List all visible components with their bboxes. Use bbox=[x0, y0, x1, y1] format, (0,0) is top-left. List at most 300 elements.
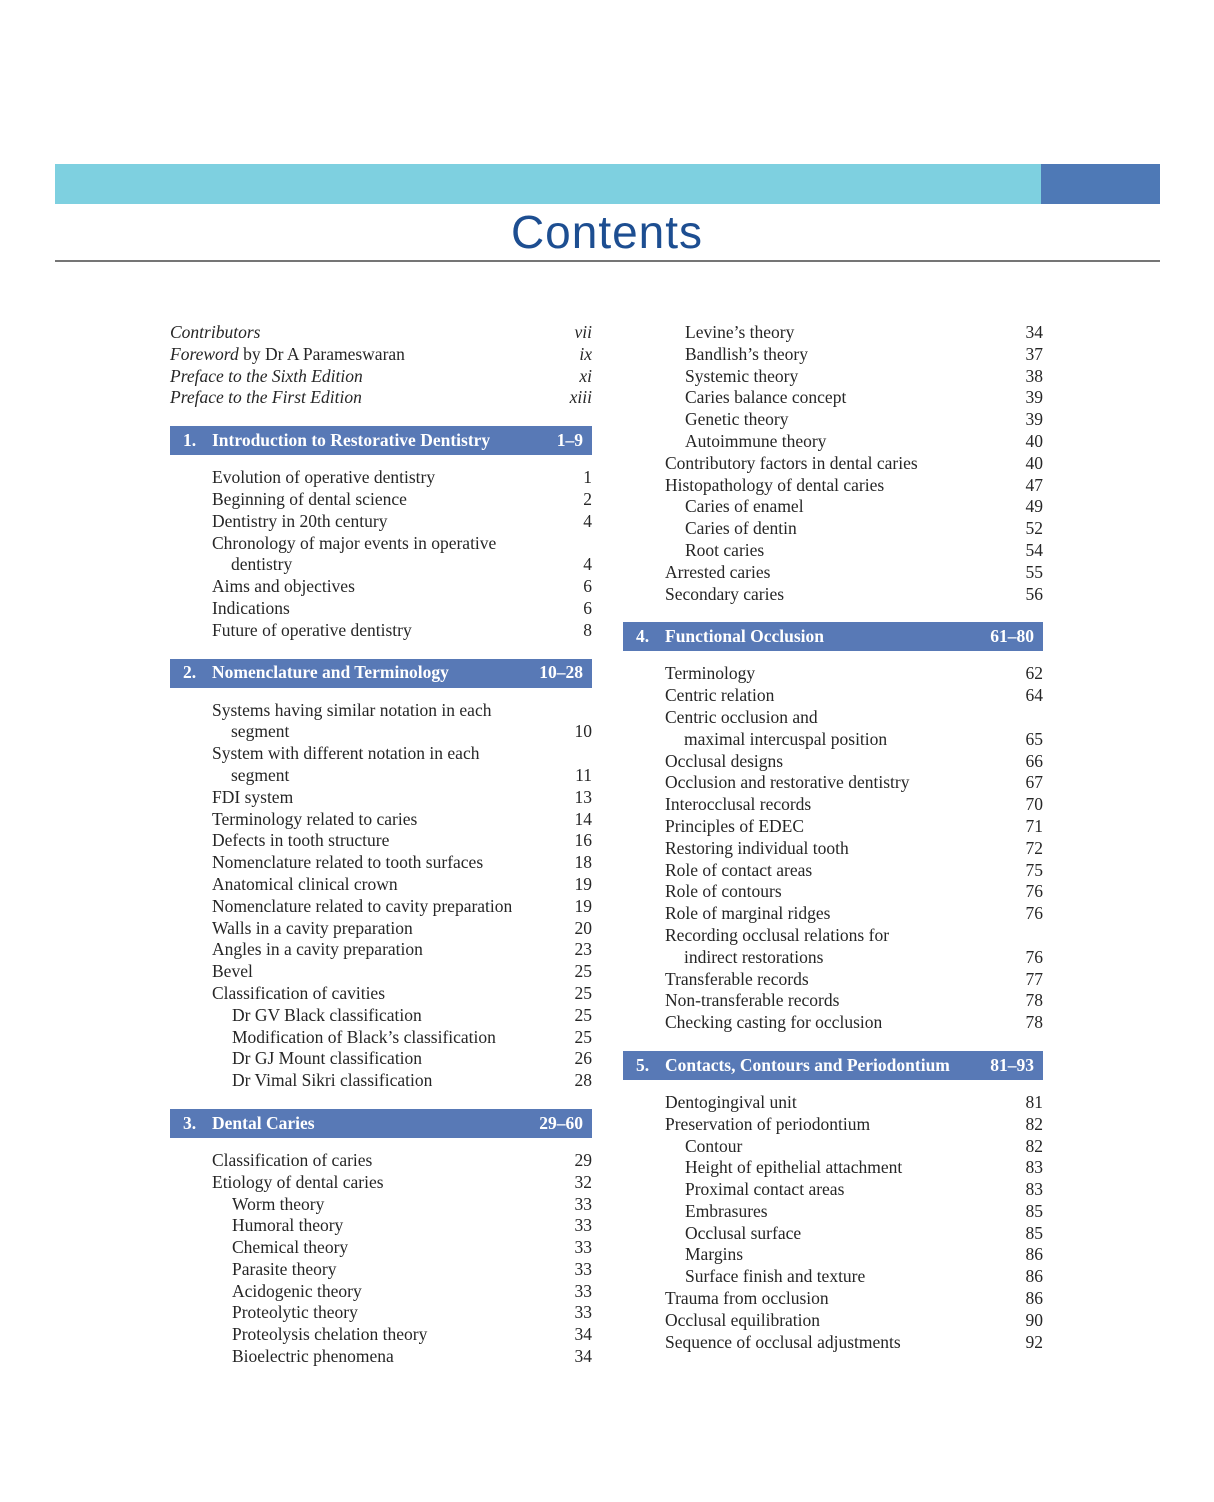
section-number: 5. bbox=[636, 1054, 650, 1075]
toc-entry-label bbox=[665, 475, 1018, 497]
toc-entry-label-line: Sequence of occlusal adjustments bbox=[665, 1331, 901, 1352]
toc-entry bbox=[623, 322, 1043, 344]
toc-entry-label-line: System with different notation in each bbox=[212, 743, 480, 764]
toc-entry-label bbox=[665, 663, 1018, 685]
toc-entry-label bbox=[665, 838, 1018, 860]
toc-entry bbox=[623, 518, 1043, 540]
toc-entry-label-line: Margins bbox=[685, 1244, 744, 1265]
toc-entry-page-number: 34 bbox=[574, 1324, 592, 1345]
toc-entry bbox=[170, 896, 592, 918]
section-title: Functional Occlusion bbox=[665, 625, 824, 646]
toc-entry-page-number: 37 bbox=[1025, 343, 1043, 364]
toc-entry-label bbox=[665, 1114, 1018, 1136]
toc-entry-label bbox=[685, 431, 1018, 453]
toc-entry-label bbox=[665, 990, 1018, 1012]
toc-entry-label-line: Restoring individual tooth bbox=[665, 837, 849, 858]
toc-entry-page-number: 78 bbox=[1025, 1012, 1043, 1033]
section-page-range: 29–60 bbox=[539, 1112, 583, 1133]
toc-entry bbox=[623, 751, 1043, 773]
toc-entry-label bbox=[685, 518, 1018, 540]
toc-entry bbox=[623, 453, 1043, 475]
toc-entry-label-line: Transferable records bbox=[665, 968, 809, 989]
toc-entry bbox=[170, 598, 592, 620]
toc-entry-page-number: 25 bbox=[574, 961, 592, 982]
toc-entry bbox=[623, 1201, 1043, 1223]
toc-entry-label-line: Histopathology of dental caries bbox=[665, 474, 885, 495]
toc-entry-page-number: 70 bbox=[1025, 794, 1043, 815]
toc-entry-label bbox=[685, 387, 1018, 409]
toc-entry-label bbox=[665, 751, 1018, 773]
toc-entry-page-number: 33 bbox=[574, 1302, 592, 1323]
toc-entry-page-number: 33 bbox=[574, 1215, 592, 1236]
toc-entry-page-number: 16 bbox=[574, 830, 592, 851]
toc-entry-label-line: Secondary caries bbox=[665, 583, 785, 604]
toc-entry bbox=[170, 1048, 592, 1070]
toc-entry-label-line: maximal intercuspal position bbox=[684, 728, 888, 749]
toc-entry-list bbox=[170, 1150, 592, 1368]
section-header-bar bbox=[623, 622, 1043, 651]
toc-entry bbox=[623, 496, 1043, 518]
toc-entry bbox=[170, 576, 592, 598]
toc-entry-label-line: Checking casting for occlusion bbox=[665, 1012, 883, 1033]
front-matter-entry bbox=[170, 387, 592, 409]
toc-entry bbox=[623, 663, 1043, 685]
toc-entry bbox=[623, 409, 1043, 431]
toc-entry-label bbox=[685, 366, 1018, 388]
toc-entry-label bbox=[232, 1302, 567, 1324]
toc-entry-page-number: 28 bbox=[574, 1070, 592, 1091]
toc-entry bbox=[170, 830, 592, 852]
toc-entry-label bbox=[665, 816, 1018, 838]
toc-entry bbox=[623, 794, 1043, 816]
toc-entry-label bbox=[212, 576, 575, 598]
toc-entry-page-number: 40 bbox=[1025, 430, 1043, 451]
toc-entry-list bbox=[170, 467, 592, 641]
toc-entry bbox=[623, 1266, 1043, 1288]
front-matter-entry bbox=[170, 322, 592, 344]
toc-entry bbox=[170, 939, 592, 961]
toc-entry-page-number: 65 bbox=[1025, 728, 1043, 749]
toc-entry-page-number: 11 bbox=[575, 764, 592, 785]
toc-entry-label bbox=[212, 874, 567, 896]
toc-entry bbox=[170, 809, 592, 831]
toc-entry-label-line: Proteolytic theory bbox=[232, 1302, 358, 1323]
toc-entry bbox=[623, 1136, 1043, 1158]
toc-entry-page-number: 86 bbox=[1025, 1266, 1043, 1287]
toc-entry-label bbox=[232, 1324, 567, 1346]
toc-entry-page-number: 26 bbox=[574, 1048, 592, 1069]
toc-entry-list bbox=[623, 1092, 1043, 1354]
header-band bbox=[55, 164, 1041, 204]
toc-entry-label bbox=[212, 918, 567, 940]
toc-entry bbox=[623, 925, 1043, 969]
section-page-range: 1–9 bbox=[556, 429, 583, 450]
toc-left-column bbox=[170, 322, 592, 1368]
toc-entry bbox=[170, 1172, 592, 1194]
toc-entry bbox=[623, 1332, 1043, 1354]
toc-entry-label bbox=[665, 584, 1018, 606]
toc-entry-label bbox=[212, 743, 567, 787]
toc-entry-label-line: Systems having similar notation in each bbox=[212, 699, 492, 720]
toc-entry-label bbox=[232, 1194, 567, 1216]
toc-entry-page-number: 8 bbox=[583, 619, 592, 640]
toc-entry bbox=[623, 816, 1043, 838]
toc-entry-label bbox=[212, 1150, 567, 1172]
toc-entry-page-number: 75 bbox=[1025, 859, 1043, 880]
toc-entry-page-number: 54 bbox=[1025, 539, 1043, 560]
section-page-range: 81–93 bbox=[990, 1054, 1034, 1075]
toc-entry bbox=[170, 533, 592, 577]
toc-entry-label bbox=[665, 925, 1018, 969]
toc-entry-label bbox=[212, 983, 567, 1005]
toc-entry-page-number: 76 bbox=[1025, 903, 1043, 924]
toc-entry bbox=[623, 540, 1043, 562]
toc-section bbox=[170, 426, 592, 641]
toc-entry-page-number: 86 bbox=[1025, 1288, 1043, 1309]
toc-entry-label bbox=[212, 1172, 567, 1194]
toc-entry-label bbox=[232, 1281, 567, 1303]
toc-entry-label-line: Role of contours bbox=[665, 881, 782, 902]
toc-entry-label-line: segment bbox=[231, 721, 290, 742]
toc-entry-label bbox=[665, 860, 1018, 882]
toc-entry bbox=[170, 620, 592, 642]
toc-entry-label-line: Contributory factors in dental caries bbox=[665, 452, 918, 473]
toc-section bbox=[170, 1109, 592, 1368]
toc-entry-label-line: Chemical theory bbox=[232, 1237, 349, 1258]
toc-entry-label-line: Preservation of periodontium bbox=[665, 1113, 871, 1134]
toc-entry-label bbox=[665, 1012, 1018, 1034]
section-number: 4. bbox=[636, 625, 650, 646]
front-matter-page-number: ix bbox=[579, 343, 592, 364]
toc-entry-label-line: Nomenclature related to cavity preparation bbox=[212, 895, 513, 916]
toc-entry-page-number: 81 bbox=[1025, 1091, 1043, 1112]
toc-entry-page-number: 56 bbox=[1025, 583, 1043, 604]
toc-entry-list bbox=[623, 322, 1043, 605]
toc-entry bbox=[170, 511, 592, 533]
toc-entry-label bbox=[212, 467, 575, 489]
toc-entry-label-line: Contour bbox=[685, 1135, 743, 1156]
toc-entry-label-line: Occlusion and restorative dentistry bbox=[665, 772, 910, 793]
toc-entry bbox=[623, 1012, 1043, 1034]
toc-entry-label-line: Genetic theory bbox=[685, 409, 789, 430]
toc-entry bbox=[623, 344, 1043, 366]
toc-entry bbox=[170, 787, 592, 809]
toc-entry-page-number: 4 bbox=[583, 554, 592, 575]
toc-entry-label bbox=[232, 1237, 567, 1259]
toc-entry-label-line: Root caries bbox=[685, 539, 765, 560]
toc-entry-label bbox=[685, 496, 1018, 518]
toc-entry-label-line: Anatomical clinical crown bbox=[212, 873, 398, 894]
toc-entry bbox=[170, 1324, 592, 1346]
toc-entry bbox=[623, 1114, 1043, 1136]
toc-section bbox=[170, 659, 592, 1092]
toc-entry-page-number: 85 bbox=[1025, 1222, 1043, 1243]
toc-entry-label bbox=[232, 1048, 567, 1070]
toc-entry-label-line: Indications bbox=[212, 597, 290, 618]
toc-entry-label bbox=[232, 1070, 567, 1092]
toc-right-column bbox=[623, 322, 1043, 1353]
toc-entry-label bbox=[212, 852, 567, 874]
toc-entry bbox=[623, 1092, 1043, 1114]
toc-entry-label-line: Proteolysis chelation theory bbox=[232, 1324, 428, 1345]
toc-entry-page-number: 18 bbox=[574, 852, 592, 873]
toc-entry bbox=[623, 1223, 1043, 1245]
toc-entry bbox=[623, 431, 1043, 453]
toc-entry-label-line: Role of contact areas bbox=[665, 859, 813, 880]
toc-entry-page-number: 25 bbox=[574, 1004, 592, 1025]
section-number: 3. bbox=[183, 1112, 197, 1133]
toc-entry-label bbox=[232, 1215, 567, 1237]
toc-entry-page-number: 52 bbox=[1025, 518, 1043, 539]
toc-entry-label bbox=[685, 322, 1018, 344]
front-matter-label-italic: Preface to the Sixth Edition bbox=[170, 365, 363, 386]
toc-entry-page-number: 34 bbox=[1025, 322, 1043, 342]
toc-entry-label-line: Nomenclature related to tooth surfaces bbox=[212, 852, 484, 873]
front-matter-label-roman: by Dr A Parameswaran bbox=[238, 343, 405, 364]
toc-entry-page-number: 40 bbox=[1025, 452, 1043, 473]
section-title: Introduction to Restorative Dentistry bbox=[212, 429, 491, 450]
toc-entry bbox=[623, 838, 1043, 860]
front-matter-label-italic: Contributors bbox=[170, 322, 261, 342]
toc-entry bbox=[623, 1179, 1043, 1201]
toc-entry-label-line: Angles in a cavity preparation bbox=[212, 939, 423, 960]
toc-entry-page-number: 64 bbox=[1025, 685, 1043, 706]
toc-entry-label-line: Principles of EDEC bbox=[665, 815, 805, 836]
toc-entry bbox=[170, 489, 592, 511]
toc-entry bbox=[170, 918, 592, 940]
toc-entry-label-line: Caries of dentin bbox=[685, 518, 797, 539]
toc-entry-page-number: 13 bbox=[574, 786, 592, 807]
toc-entry-page-number: 2 bbox=[583, 488, 592, 509]
toc-entry-label bbox=[685, 1223, 1018, 1245]
toc-entry bbox=[170, 467, 592, 489]
toc-entry-label-line: Terminology bbox=[665, 663, 756, 684]
title-divider bbox=[55, 260, 1160, 262]
toc-entry-page-number: 20 bbox=[574, 917, 592, 938]
page-title: Contents bbox=[510, 206, 704, 258]
toc-section bbox=[623, 622, 1043, 1034]
toc-entry-page-number: 1 bbox=[583, 467, 592, 488]
toc-entry bbox=[623, 1244, 1043, 1266]
toc-section bbox=[623, 1051, 1043, 1354]
toc-entry bbox=[170, 1005, 592, 1027]
toc-entry-label-line: Arrested caries bbox=[665, 561, 771, 582]
toc-entry bbox=[623, 562, 1043, 584]
toc-entry-label bbox=[232, 1005, 567, 1027]
toc-entry-label bbox=[212, 489, 575, 511]
toc-entry-label-line: Acidogenic theory bbox=[232, 1280, 362, 1301]
toc-entry bbox=[623, 584, 1043, 606]
toc-entry-label bbox=[665, 562, 1018, 584]
toc-entry bbox=[623, 969, 1043, 991]
toc-entry-label bbox=[665, 881, 1018, 903]
toc-entry-label-line: Centric relation bbox=[665, 685, 775, 706]
front-matter-label bbox=[170, 366, 571, 388]
toc-entry-label bbox=[212, 598, 575, 620]
toc-entry-label bbox=[685, 1136, 1018, 1158]
toc-entry-label-line: Etiology of dental caries bbox=[212, 1171, 384, 1192]
toc-entry-label bbox=[685, 1244, 1018, 1266]
toc-entry-label-line: Levine’s theory bbox=[685, 322, 795, 342]
toc-entry-label-line: Role of marginal ridges bbox=[665, 903, 831, 924]
toc-entry-page-number: 19 bbox=[574, 895, 592, 916]
toc-entry-page-number: 86 bbox=[1025, 1244, 1043, 1265]
toc-entry-label bbox=[232, 1346, 567, 1368]
toc-entry-label-line: Beginning of dental science bbox=[212, 488, 407, 509]
toc-entry-page-number: 55 bbox=[1025, 561, 1043, 582]
toc-entry-label-line: segment bbox=[231, 764, 290, 785]
toc-entry-label-line: FDI system bbox=[212, 786, 294, 807]
toc-entry bbox=[623, 475, 1043, 497]
toc-entry-label bbox=[212, 700, 567, 744]
toc-entry-label bbox=[665, 1092, 1018, 1114]
toc-entry-label-line: Bevel bbox=[212, 961, 253, 982]
toc-entry-label bbox=[212, 533, 575, 577]
toc-entry-page-number: 66 bbox=[1025, 750, 1043, 771]
section-header-bar bbox=[170, 1109, 592, 1138]
toc-entry-page-number: 33 bbox=[574, 1193, 592, 1214]
section-title: Dental Caries bbox=[212, 1112, 315, 1133]
toc-entry-label-line: Defects in tooth structure bbox=[212, 830, 390, 851]
toc-entry-label-line: Height of epithelial attachment bbox=[685, 1157, 903, 1178]
toc-entry-label bbox=[232, 1259, 567, 1281]
toc-entry-label bbox=[665, 453, 1018, 475]
toc-entry-page-number: 38 bbox=[1025, 365, 1043, 386]
toc-entry-page-number: 82 bbox=[1025, 1113, 1043, 1134]
toc-entry-label-line: Worm theory bbox=[232, 1193, 325, 1214]
toc-entry-label-line: Embrasures bbox=[685, 1200, 768, 1221]
toc-entry-label-line: Dentistry in 20th century bbox=[212, 510, 388, 531]
toc-entry-page-number: 85 bbox=[1025, 1200, 1043, 1221]
toc-entry bbox=[170, 874, 592, 896]
front-matter-label-italic: Foreword bbox=[170, 343, 239, 364]
toc-entry-page-number: 33 bbox=[574, 1280, 592, 1301]
front-matter-label-italic: Preface to the First Edition bbox=[170, 387, 362, 408]
toc-entry-page-number: 76 bbox=[1025, 946, 1043, 967]
toc-entry-page-number: 49 bbox=[1025, 496, 1043, 517]
toc-entry-label bbox=[212, 620, 575, 642]
header-band-accent-square bbox=[1041, 164, 1160, 204]
toc-entry-page-number: 10 bbox=[574, 721, 592, 742]
toc-entry-page-number: 72 bbox=[1025, 837, 1043, 858]
toc-entry-label-line: Classification of caries bbox=[212, 1149, 373, 1170]
toc-entry bbox=[170, 1346, 592, 1368]
toc-entry-label-line: Classification of cavities bbox=[212, 982, 386, 1003]
section-header-bar bbox=[623, 1051, 1043, 1080]
toc-entry-label-line: Occlusal designs bbox=[665, 750, 784, 771]
front-matter-entry bbox=[170, 366, 592, 388]
toc-entry-label-line: Occlusal surface bbox=[685, 1222, 802, 1243]
toc-entry-label bbox=[212, 511, 575, 533]
toc-entry-label-line: Humoral theory bbox=[232, 1215, 344, 1236]
section-number: 2. bbox=[183, 662, 197, 683]
toc-entry-label-line: Recording occlusal relations for bbox=[665, 924, 890, 945]
toc-entry-label bbox=[665, 1332, 1018, 1354]
toc-entry bbox=[170, 1027, 592, 1049]
toc-entry bbox=[170, 983, 592, 1005]
toc-entry-label bbox=[685, 1201, 1018, 1223]
toc-entry-page-number: 78 bbox=[1025, 990, 1043, 1011]
toc-entry bbox=[170, 1215, 592, 1237]
toc-entry-page-number: 14 bbox=[574, 808, 592, 829]
toc-entry-label-line: Autoimmune theory bbox=[685, 430, 827, 451]
front-matter-label bbox=[170, 344, 571, 366]
toc-entry-label bbox=[665, 1288, 1018, 1310]
toc-entry bbox=[170, 1259, 592, 1281]
toc-entry-label-line: indirect restorations bbox=[684, 946, 824, 967]
toc-entry-label-line: Caries balance concept bbox=[685, 387, 847, 408]
toc-entry-page-number: 25 bbox=[574, 982, 592, 1003]
toc-entry-page-number: 25 bbox=[574, 1026, 592, 1047]
toc-entry-page-number: 19 bbox=[574, 873, 592, 894]
toc-entry-label bbox=[212, 939, 567, 961]
section-title: Nomenclature and Terminology bbox=[212, 662, 449, 683]
toc-entry bbox=[170, 1302, 592, 1324]
toc-entry-label bbox=[685, 1157, 1018, 1179]
toc-entry-label-line: Dentogingival unit bbox=[665, 1091, 797, 1112]
front-matter-list bbox=[170, 322, 592, 409]
toc-entry-label bbox=[665, 707, 1018, 751]
toc-entry-page-number: 23 bbox=[574, 939, 592, 960]
toc-entry-page-number: 83 bbox=[1025, 1179, 1043, 1200]
section-page-range: 61–80 bbox=[990, 625, 1034, 646]
toc-entry-label-line: Chronology of major events in operative bbox=[212, 532, 497, 553]
front-matter-label bbox=[170, 322, 567, 344]
toc-entry-page-number: 92 bbox=[1025, 1331, 1043, 1352]
toc-entry-page-number: 6 bbox=[583, 576, 592, 597]
toc-entry-list bbox=[170, 700, 592, 1092]
toc-entry bbox=[623, 387, 1043, 409]
toc-entry-page-number: 82 bbox=[1025, 1135, 1043, 1156]
toc-entry-page-number: 6 bbox=[583, 597, 592, 618]
toc-entry-label-line: Interocclusal records bbox=[665, 794, 812, 815]
toc-entry-label bbox=[665, 772, 1018, 794]
front-matter-label bbox=[170, 387, 562, 409]
toc-entry-label bbox=[665, 685, 1018, 707]
toc-entry bbox=[623, 1157, 1043, 1179]
toc-entry bbox=[170, 1281, 592, 1303]
toc-entry-page-number: 62 bbox=[1025, 663, 1043, 684]
toc-entry-label bbox=[212, 961, 567, 983]
toc-entry-label bbox=[665, 794, 1018, 816]
toc-entry bbox=[623, 366, 1043, 388]
toc-entry-label bbox=[685, 1266, 1018, 1288]
toc-entry bbox=[170, 1237, 592, 1259]
toc-entry bbox=[170, 852, 592, 874]
toc-entry-label bbox=[685, 540, 1018, 562]
toc-entry-page-number: 4 bbox=[583, 510, 592, 531]
toc-entry-label bbox=[665, 969, 1018, 991]
toc-entry-label bbox=[685, 344, 1018, 366]
toc-entry-label-line: dentistry bbox=[231, 554, 293, 575]
toc-entry-page-number: 71 bbox=[1025, 815, 1043, 836]
toc-entry-label bbox=[665, 1310, 1018, 1332]
toc-entry-label-line: Terminology related to caries bbox=[212, 808, 418, 829]
toc-entry bbox=[170, 961, 592, 983]
front-matter-page-number: xi bbox=[579, 365, 592, 386]
toc-entry-label-line: Dr Vimal Sikri classification bbox=[232, 1070, 433, 1091]
toc-entry-label bbox=[665, 903, 1018, 925]
toc-entry-label bbox=[685, 1179, 1018, 1201]
front-matter-entry bbox=[170, 344, 592, 366]
toc-entry-label-line: Centric occlusion and bbox=[665, 706, 818, 727]
toc-entry-label-line: Dr GJ Mount classification bbox=[232, 1048, 423, 1069]
toc-entry-page-number: 34 bbox=[574, 1346, 592, 1367]
toc-entry-page-number: 76 bbox=[1025, 881, 1043, 902]
toc-entry-label-line: Future of operative dentistry bbox=[212, 619, 412, 640]
toc-entry-label bbox=[232, 1027, 567, 1049]
toc-entry-label-line: Surface finish and texture bbox=[685, 1266, 866, 1287]
